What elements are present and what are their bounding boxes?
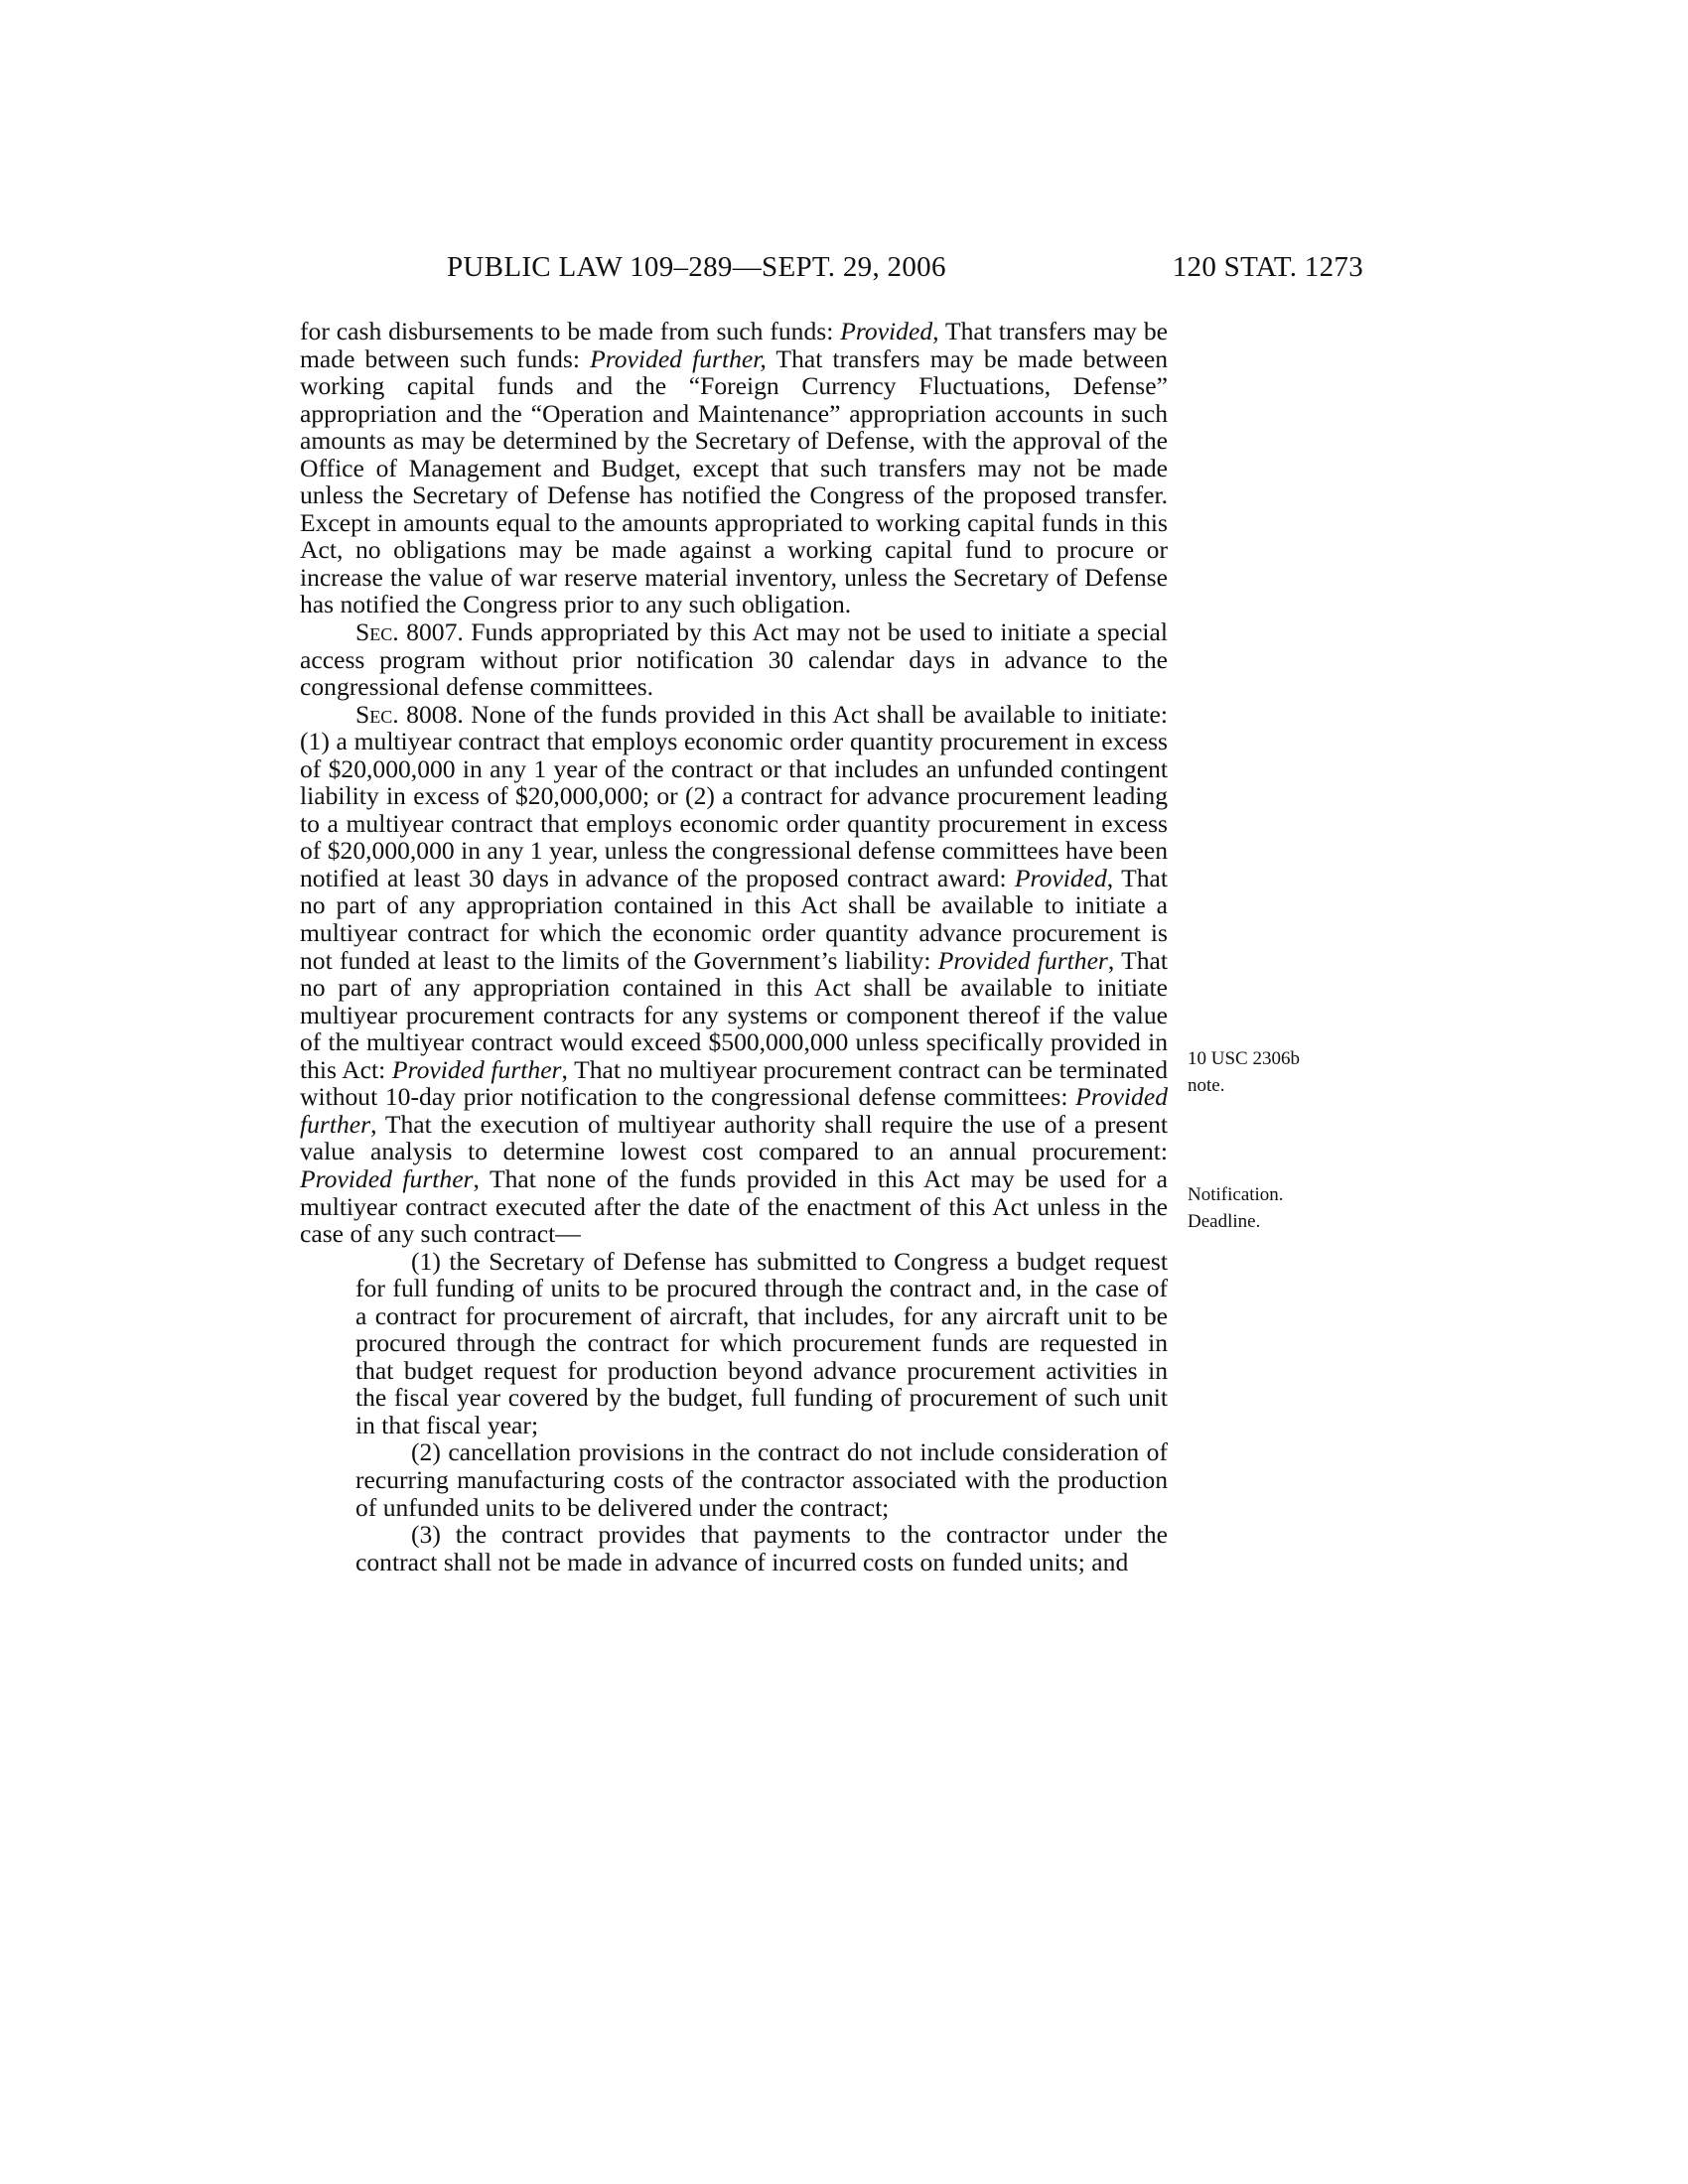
section-label: Sec. [355,699,399,729]
list-item-1: (1) the Secretary of Defense has submitted to Congress a budget request for full funding of units to be procured through the contract and, in the case of a contract for procurement of aircraft, that includes, for any aircraft unit to be procured through the contract for which procurement funds are requested in that budget request for production beyond advance procurement activities in the fiscal year covered by the budget, full funding of procurement of such unit in that fiscal year; [355,1246,1168,1439]
text-run: , That no multiyear procurement contract can be terminated without 10-day prior notification to the congressional defense committees: [300,1054,1169,1112]
text-run: , That no part of any appropriation contained in this Act shall be available to initiate multiyear procurement contracts for any systems or component thereof if the value of the multiyear contract would exceed $500,000,000 unless specifically provided in this Act: [300,945,1168,1084]
margin-note-deadline: Deadline. [1188,1211,1261,1232]
text-run: That transfers may be made between working capital funds and the “Foreign Currency Fluctuations, Defense” appropriation and the “Operation and Maintenance” appropriation accounts in such amounts as may be determined by the Secretary of Defense, with the approval of the Office of Management and Budget, except that such transfers may not be made unless the Secretary of Defense has notified the Congress of the proposed transfer. Except in amounts equal to the amounts appropriated to working capital funds in this Act, no obligations may be made against a working capital fund to procure or increase the value of war reserve material inventory, unless the Secretary of Defense has notified the Congress prior to any such obligation. [300,343,1169,619]
text-run: , That none of the funds provided in this Act may be used for a multiyear contract executed after the date of the enactment of this Act unless in the case of any such contract— [300,1163,1168,1249]
text-run: 8008. None of the funds provided in this Act shall be available to initiate: (1) a multiyear contract that employs economic order quantity procurement in excess of $20,000,000 in any 1 year of the contract or that includes an unfunded contingent liability in excess of $20,000,000; or (2) a contract for advance procurement leading to a multiyear contract that employs economic order quantity procurement in excess of $20,000,000 in any 1 year, unless the congressional defense committees have been notified at least 30 days in advance of the proposed contract award: [300,699,1168,892]
running-header-title: PUBLIC LAW 109–289—SEPT. 29, 2006 [447,251,946,283]
margin-note-notification: Notification. [1188,1184,1284,1205]
proviso-italic: Provided, [840,317,939,345]
margin-note-usc-citation: 10 USC 2306b [1188,1048,1300,1069]
text-run: for cash disbursements to be made from such funds: [300,317,841,345]
proviso-italic: Provided further [300,1163,474,1193]
text-run: , That no part of any appropriation contained in this Act shall be available to initiate a multiyear contract for which the economic order quantity advance procurement is not funded at least to the limits of the Government’s liability: [300,863,1168,975]
proviso-italic: Provided further, [590,343,767,373]
statute-body [300,318,1168,1575]
text-run: , That the execution of multiyear authority shall require the use of a present value analysis to determine lowest cost compared to an annual procurement: [300,1109,1168,1166]
section-8007 [300,618,1168,701]
proviso-italic: Provided further [391,1054,562,1084]
running-header-stat-page: 120 STAT. 1273 [1172,251,1363,283]
proviso-italic: Provided [1014,863,1107,892]
list-item-3: (3) the contract provides that payments to the contractor under the contract shall not be made in advance of incurred costs on funded units; and [355,1520,1168,1576]
proviso-italic: Provided further [937,945,1108,975]
list-item-2: (2) cancellation provisions in the contract do not include consideration of recurring manufacturing costs of the contractor associated with the production of unfunded units to be delivered under the contract; [355,1437,1168,1522]
section-label: Sec. [355,617,399,647]
section-8008 [300,701,1168,1248]
text-run: That transfers may be made between such funds: [300,317,1169,373]
text-run: 8007. Funds appropriated by this Act may not be used to initiate a special access program without prior notification 30 calendar days in advance to the congressional defense committees. [300,617,1168,702]
proviso-italic: Provided further [300,1082,1168,1139]
paragraph-working-capital-funds [300,318,1168,618]
margin-note-usc-note: note. [1188,1075,1225,1096]
